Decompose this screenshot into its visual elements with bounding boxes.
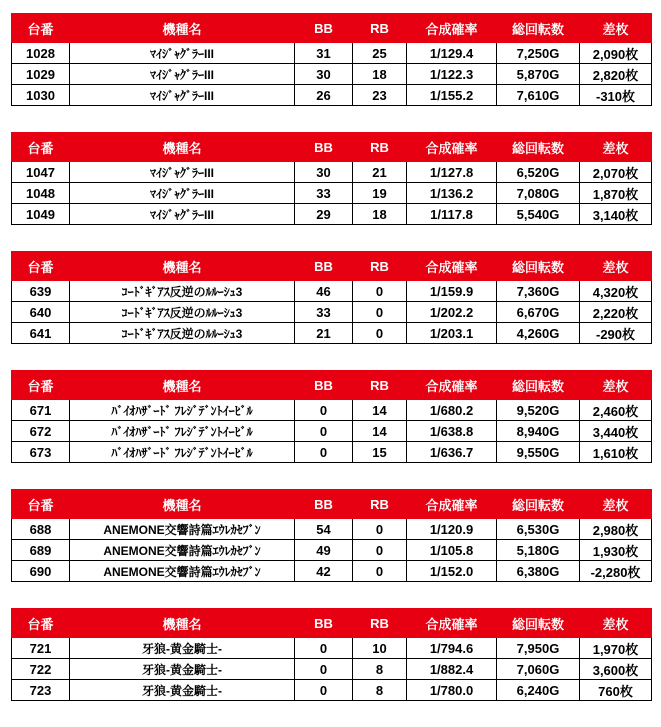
bb-count: 54 bbox=[295, 519, 353, 540]
unit-number: 1030 bbox=[12, 85, 70, 106]
unit-number: 722 bbox=[12, 659, 70, 680]
table-row bbox=[12, 680, 652, 701]
header-machine-name: 機種名 bbox=[70, 133, 295, 162]
header-total-spins: 総回転数 bbox=[497, 371, 580, 400]
header-medal-difference: 差枚 bbox=[580, 133, 652, 162]
total-spins: 7,950G bbox=[497, 638, 580, 659]
medal-difference: 2,220枚 bbox=[580, 302, 652, 323]
machine-name: ｺｰﾄﾞｷﾞｱｽ反逆のﾙﾙｰｼｭ3 bbox=[70, 281, 295, 302]
total-spins: 7,250G bbox=[497, 43, 580, 64]
header-rb: RB bbox=[353, 133, 407, 162]
combined-probability: 1/780.0 bbox=[407, 680, 497, 701]
combined-probability: 1/105.8 bbox=[407, 540, 497, 561]
medal-difference: 4,320枚 bbox=[580, 281, 652, 302]
header-rb: RB bbox=[353, 609, 407, 638]
header-medal-difference: 差枚 bbox=[580, 490, 652, 519]
total-spins: 9,550G bbox=[497, 442, 580, 463]
medal-difference: 1,930枚 bbox=[580, 540, 652, 561]
combined-probability: 1/129.4 bbox=[407, 43, 497, 64]
header-unit-number: 台番 bbox=[12, 490, 70, 519]
machine-group-table bbox=[11, 608, 652, 701]
machine-name: ﾊﾞｲｵﾊｻﾞｰﾄﾞ ﾌﾚｼﾞﾃﾞﾝﾄｲｰﾋﾞﾙ bbox=[70, 400, 295, 421]
rb-count: 0 bbox=[353, 302, 407, 323]
table-row bbox=[12, 85, 652, 106]
combined-probability: 1/680.2 bbox=[407, 400, 497, 421]
combined-probability: 1/794.6 bbox=[407, 638, 497, 659]
header-machine-name: 機種名 bbox=[70, 490, 295, 519]
header-unit-number: 台番 bbox=[12, 371, 70, 400]
rb-count: 23 bbox=[353, 85, 407, 106]
header-unit-number: 台番 bbox=[12, 609, 70, 638]
combined-probability: 1/136.2 bbox=[407, 183, 497, 204]
bb-count: 0 bbox=[295, 400, 353, 421]
rb-count: 10 bbox=[353, 638, 407, 659]
combined-probability: 1/636.7 bbox=[407, 442, 497, 463]
bb-count: 26 bbox=[295, 85, 353, 106]
combined-probability: 1/202.2 bbox=[407, 302, 497, 323]
rb-count: 0 bbox=[353, 323, 407, 344]
machine-name: ｺｰﾄﾞｷﾞｱｽ反逆のﾙﾙｰｼｭ3 bbox=[70, 323, 295, 344]
machine-name: ﾏｲｼﾞｬｸﾞﾗｰIII bbox=[70, 183, 295, 204]
bb-count: 0 bbox=[295, 421, 353, 442]
combined-probability: 1/882.4 bbox=[407, 659, 497, 680]
total-spins: 6,380G bbox=[497, 561, 580, 582]
machine-name: 牙狼-黄金騎士- bbox=[70, 638, 295, 659]
bb-count: 42 bbox=[295, 561, 353, 582]
header-combined-probability: 合成確率 bbox=[407, 490, 497, 519]
machine-group-table bbox=[11, 251, 652, 344]
combined-probability: 1/638.8 bbox=[407, 421, 497, 442]
total-spins: 7,360G bbox=[497, 281, 580, 302]
unit-number: 1029 bbox=[12, 64, 70, 85]
machine-name: ANEMONE交響詩篇ｴｳﾚｶｾﾌﾞﾝ bbox=[70, 519, 295, 540]
medal-difference: -290枚 bbox=[580, 323, 652, 344]
rb-count: 8 bbox=[353, 680, 407, 701]
bb-count: 0 bbox=[295, 659, 353, 680]
combined-probability: 1/203.1 bbox=[407, 323, 497, 344]
total-spins: 6,240G bbox=[497, 680, 580, 701]
header-rb: RB bbox=[353, 14, 407, 43]
combined-probability: 1/120.9 bbox=[407, 519, 497, 540]
unit-number: 640 bbox=[12, 302, 70, 323]
rb-count: 14 bbox=[353, 400, 407, 421]
total-spins: 9,520G bbox=[497, 400, 580, 421]
unit-number: 1047 bbox=[12, 162, 70, 183]
medal-difference: -310枚 bbox=[580, 85, 652, 106]
bb-count: 33 bbox=[295, 302, 353, 323]
rb-count: 0 bbox=[353, 561, 407, 582]
machine-group-table bbox=[11, 370, 652, 463]
table-row bbox=[12, 323, 652, 344]
table-row bbox=[12, 561, 652, 582]
header-medal-difference: 差枚 bbox=[580, 14, 652, 43]
medal-difference: 1,870枚 bbox=[580, 183, 652, 204]
rb-count: 18 bbox=[353, 64, 407, 85]
machine-name: ｺｰﾄﾞｷﾞｱｽ反逆のﾙﾙｰｼｭ3 bbox=[70, 302, 295, 323]
bb-count: 30 bbox=[295, 64, 353, 85]
table-row bbox=[12, 64, 652, 85]
bb-count: 0 bbox=[295, 680, 353, 701]
header-bb: BB bbox=[295, 133, 353, 162]
combined-probability: 1/117.8 bbox=[407, 204, 497, 225]
machine-group-table bbox=[11, 132, 652, 225]
header-combined-probability: 合成確率 bbox=[407, 133, 497, 162]
unit-number: 689 bbox=[12, 540, 70, 561]
table-row bbox=[12, 183, 652, 204]
medal-difference: -2,280枚 bbox=[580, 561, 652, 582]
header-row bbox=[12, 609, 652, 638]
medal-difference: 1,610枚 bbox=[580, 442, 652, 463]
machine-name: ﾏｲｼﾞｬｸﾞﾗｰIII bbox=[70, 85, 295, 106]
rb-count: 18 bbox=[353, 204, 407, 225]
header-machine-name: 機種名 bbox=[70, 14, 295, 43]
rb-count: 0 bbox=[353, 519, 407, 540]
machine-name: ﾊﾞｲｵﾊｻﾞｰﾄﾞ ﾌﾚｼﾞﾃﾞﾝﾄｲｰﾋﾞﾙ bbox=[70, 421, 295, 442]
table-row bbox=[12, 43, 652, 64]
header-bb: BB bbox=[295, 14, 353, 43]
rb-count: 14 bbox=[353, 421, 407, 442]
header-combined-probability: 合成確率 bbox=[407, 252, 497, 281]
header-unit-number: 台番 bbox=[12, 133, 70, 162]
bb-count: 33 bbox=[295, 183, 353, 204]
machine-name: 牙狼-黄金騎士- bbox=[70, 680, 295, 701]
table-row bbox=[12, 519, 652, 540]
total-spins: 8,940G bbox=[497, 421, 580, 442]
table-row bbox=[12, 659, 652, 680]
medal-difference: 2,980枚 bbox=[580, 519, 652, 540]
header-bb: BB bbox=[295, 490, 353, 519]
bb-count: 46 bbox=[295, 281, 353, 302]
rb-count: 21 bbox=[353, 162, 407, 183]
header-medal-difference: 差枚 bbox=[580, 252, 652, 281]
total-spins: 5,540G bbox=[497, 204, 580, 225]
header-bb: BB bbox=[295, 609, 353, 638]
medal-difference: 3,140枚 bbox=[580, 204, 652, 225]
header-unit-number: 台番 bbox=[12, 14, 70, 43]
header-rb: RB bbox=[353, 252, 407, 281]
rb-count: 8 bbox=[353, 659, 407, 680]
unit-number: 688 bbox=[12, 519, 70, 540]
header-total-spins: 総回転数 bbox=[497, 609, 580, 638]
total-spins: 7,080G bbox=[497, 183, 580, 204]
bb-count: 49 bbox=[295, 540, 353, 561]
header-combined-probability: 合成確率 bbox=[407, 371, 497, 400]
table-row bbox=[12, 540, 652, 561]
table-row bbox=[12, 442, 652, 463]
table-row bbox=[12, 638, 652, 659]
machine-name: ﾏｲｼﾞｬｸﾞﾗｰIII bbox=[70, 43, 295, 64]
header-row bbox=[12, 371, 652, 400]
table-row bbox=[12, 281, 652, 302]
total-spins: 6,530G bbox=[497, 519, 580, 540]
machine-group-table bbox=[11, 13, 652, 106]
combined-probability: 1/155.2 bbox=[407, 85, 497, 106]
header-total-spins: 総回転数 bbox=[497, 490, 580, 519]
medal-difference: 760枚 bbox=[580, 680, 652, 701]
header-bb: BB bbox=[295, 252, 353, 281]
bb-count: 21 bbox=[295, 323, 353, 344]
header-row bbox=[12, 14, 652, 43]
unit-number: 641 bbox=[12, 323, 70, 344]
header-row bbox=[12, 133, 652, 162]
rb-count: 0 bbox=[353, 540, 407, 561]
table-row bbox=[12, 421, 652, 442]
header-rb: RB bbox=[353, 490, 407, 519]
header-medal-difference: 差枚 bbox=[580, 371, 652, 400]
medal-difference: 2,090枚 bbox=[580, 43, 652, 64]
machine-name: ﾏｲｼﾞｬｸﾞﾗｰIII bbox=[70, 64, 295, 85]
machine-name: ﾏｲｼﾞｬｸﾞﾗｰIII bbox=[70, 162, 295, 183]
unit-number: 673 bbox=[12, 442, 70, 463]
medal-difference: 2,460枚 bbox=[580, 400, 652, 421]
combined-probability: 1/152.0 bbox=[407, 561, 497, 582]
combined-probability: 1/127.8 bbox=[407, 162, 497, 183]
machine-name: 牙狼-黄金騎士- bbox=[70, 659, 295, 680]
header-combined-probability: 合成確率 bbox=[407, 609, 497, 638]
unit-number: 1028 bbox=[12, 43, 70, 64]
header-medal-difference: 差枚 bbox=[580, 609, 652, 638]
total-spins: 4,260G bbox=[497, 323, 580, 344]
machine-name: ﾏｲｼﾞｬｸﾞﾗｰIII bbox=[70, 204, 295, 225]
medal-difference: 2,820枚 bbox=[580, 64, 652, 85]
unit-number: 723 bbox=[12, 680, 70, 701]
combined-probability: 1/159.9 bbox=[407, 281, 497, 302]
data-tables bbox=[11, 13, 651, 727]
table-row bbox=[12, 162, 652, 183]
rb-count: 19 bbox=[353, 183, 407, 204]
total-spins: 7,610G bbox=[497, 85, 580, 106]
table-row bbox=[12, 400, 652, 421]
rb-count: 15 bbox=[353, 442, 407, 463]
header-machine-name: 機種名 bbox=[70, 252, 295, 281]
header-machine-name: 機種名 bbox=[70, 609, 295, 638]
header-total-spins: 総回転数 bbox=[497, 133, 580, 162]
medal-difference: 3,600枚 bbox=[580, 659, 652, 680]
header-rb: RB bbox=[353, 371, 407, 400]
medal-difference: 3,440枚 bbox=[580, 421, 652, 442]
total-spins: 5,180G bbox=[497, 540, 580, 561]
unit-number: 1048 bbox=[12, 183, 70, 204]
rb-count: 25 bbox=[353, 43, 407, 64]
machine-name: ANEMONE交響詩篇ｴｳﾚｶｾﾌﾞﾝ bbox=[70, 540, 295, 561]
table-row bbox=[12, 204, 652, 225]
total-spins: 7,060G bbox=[497, 659, 580, 680]
table-row bbox=[12, 302, 652, 323]
header-bb: BB bbox=[295, 371, 353, 400]
medal-difference: 1,970枚 bbox=[580, 638, 652, 659]
combined-probability: 1/122.3 bbox=[407, 64, 497, 85]
bb-count: 30 bbox=[295, 162, 353, 183]
unit-number: 672 bbox=[12, 421, 70, 442]
unit-number: 1049 bbox=[12, 204, 70, 225]
header-row bbox=[12, 252, 652, 281]
header-unit-number: 台番 bbox=[12, 252, 70, 281]
machine-name: ANEMONE交響詩篇ｴｳﾚｶｾﾌﾞﾝ bbox=[70, 561, 295, 582]
bb-count: 0 bbox=[295, 442, 353, 463]
unit-number: 639 bbox=[12, 281, 70, 302]
bb-count: 0 bbox=[295, 638, 353, 659]
rb-count: 0 bbox=[353, 281, 407, 302]
medal-difference: 2,070枚 bbox=[580, 162, 652, 183]
unit-number: 721 bbox=[12, 638, 70, 659]
bb-count: 29 bbox=[295, 204, 353, 225]
header-combined-probability: 合成確率 bbox=[407, 14, 497, 43]
header-total-spins: 総回転数 bbox=[497, 252, 580, 281]
total-spins: 6,670G bbox=[497, 302, 580, 323]
header-total-spins: 総回転数 bbox=[497, 14, 580, 43]
bb-count: 31 bbox=[295, 43, 353, 64]
total-spins: 5,870G bbox=[497, 64, 580, 85]
unit-number: 671 bbox=[12, 400, 70, 421]
machine-name: ﾊﾞｲｵﾊｻﾞｰﾄﾞ ﾌﾚｼﾞﾃﾞﾝﾄｲｰﾋﾞﾙ bbox=[70, 442, 295, 463]
unit-number: 690 bbox=[12, 561, 70, 582]
header-machine-name: 機種名 bbox=[70, 371, 295, 400]
machine-group-table bbox=[11, 489, 652, 582]
header-row bbox=[12, 490, 652, 519]
total-spins: 6,520G bbox=[497, 162, 580, 183]
